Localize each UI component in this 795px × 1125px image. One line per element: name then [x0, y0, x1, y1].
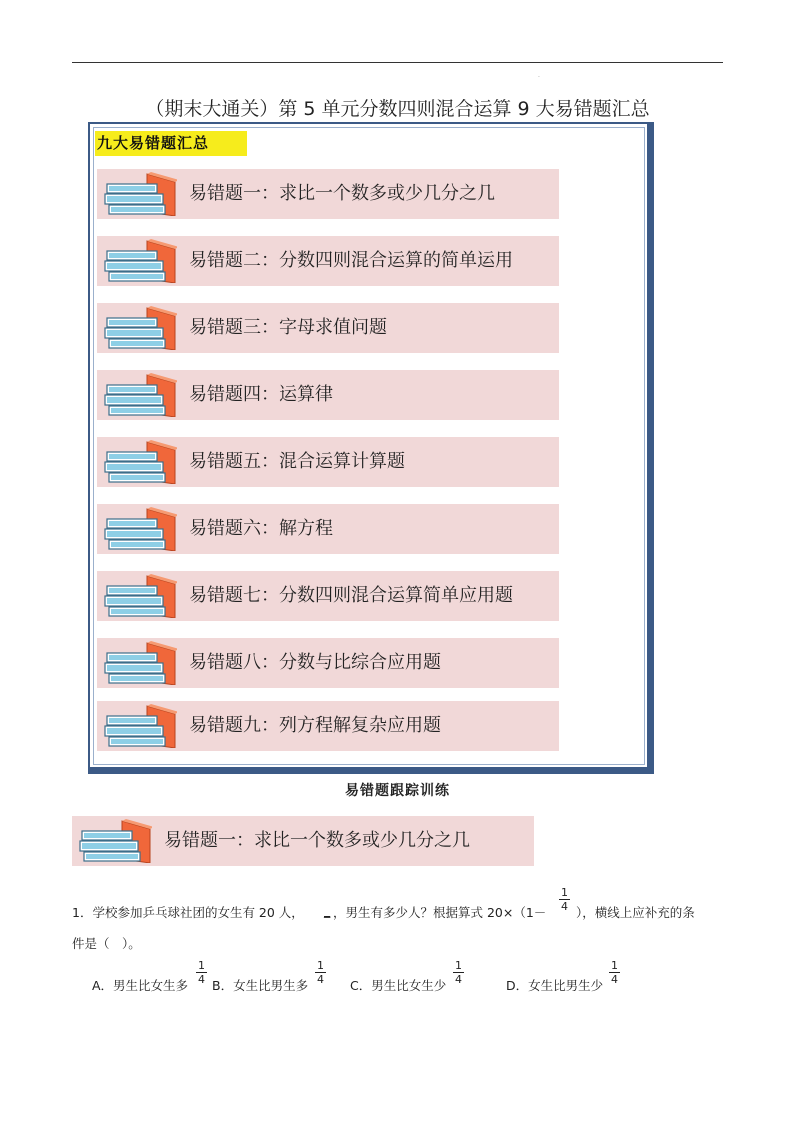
- toc-item[interactable]: [97, 701, 559, 751]
- question-text-b: ，男生有多少人？根据算式 20×（1－: [333, 905, 547, 920]
- option-c-fraction: $\frac{1}{4}$: [455, 959, 462, 986]
- books-icon: [103, 704, 177, 748]
- toc-item[interactable]: [97, 370, 559, 420]
- toc-item[interactable]: [97, 303, 559, 353]
- books-icon: [103, 641, 177, 685]
- toc-item-label: 易错题四：运算律: [189, 384, 333, 405]
- header-dot: .: [538, 72, 540, 79]
- question-text-line2: 件是（ ）。: [72, 936, 141, 951]
- option-c[interactable]: C．男生比女生少: [350, 978, 447, 993]
- books-icon: [103, 574, 177, 618]
- fraction-denominator: 4: [561, 900, 568, 913]
- option-b[interactable]: B．女生比男生多: [212, 978, 309, 993]
- toc-item-label: 易错题三：字母求值问题: [189, 317, 387, 338]
- toc-item-label: 易错题一：求比一个数多或少几分之几: [189, 183, 495, 204]
- toc-item[interactable]: [97, 169, 559, 219]
- section-banner-label: 易错题一：求比一个数多或少几分之几: [164, 830, 470, 851]
- question-text-c: ），横线上应补充的条: [576, 905, 695, 920]
- fraction-numerator: 1: [561, 886, 568, 899]
- option-d[interactable]: D．女生比男生少: [506, 978, 604, 993]
- option-a-fraction: $\frac{1}{4}$: [198, 959, 205, 986]
- header-rule: [72, 62, 723, 63]
- books-icon: [103, 440, 177, 484]
- books-icon: [103, 239, 177, 283]
- subheading: 易错题跟踪训练: [345, 783, 450, 799]
- toc-item-label: 易错题八：分数与比综合应用题: [189, 652, 441, 673]
- toc-item-label: 易错题五：混合运算计算题: [189, 451, 405, 472]
- toc-item[interactable]: [97, 571, 559, 621]
- section-banner: [72, 816, 534, 866]
- option-b-fraction: $\frac{1}{4}$: [317, 959, 324, 986]
- toc-tag: 九大易错题汇总: [95, 131, 247, 156]
- question-fraction: [559, 886, 570, 913]
- toc-item-label: 易错题七：分数四则混合运算简单应用题: [189, 585, 513, 606]
- toc-item-label: 易错题九：列方程解复杂应用题: [189, 715, 441, 736]
- toc-item[interactable]: [97, 236, 559, 286]
- option-a[interactable]: A．男生比女生多: [92, 978, 189, 993]
- books-icon: [103, 306, 177, 350]
- toc-item-label: 易错题六：解方程: [189, 518, 333, 539]
- page-title: （期末大通关）第 5 单元分数四则混合运算 9 大易错题汇总: [145, 98, 650, 120]
- toc-item[interactable]: [97, 437, 559, 487]
- books-icon: [103, 172, 177, 216]
- books-icon: [78, 819, 152, 863]
- toc-item[interactable]: [97, 504, 559, 554]
- books-icon: [103, 507, 177, 551]
- books-icon: [103, 373, 177, 417]
- toc-item[interactable]: [97, 638, 559, 688]
- question-text-a: 1．学校参加乒乓球社团的女生有 20 人，: [72, 905, 304, 920]
- question-blank: _: [324, 903, 331, 918]
- toc-item-label: 易错题二：分数四则混合运算的简单运用: [189, 250, 513, 271]
- option-d-fraction: $\frac{1}{4}$: [611, 959, 618, 986]
